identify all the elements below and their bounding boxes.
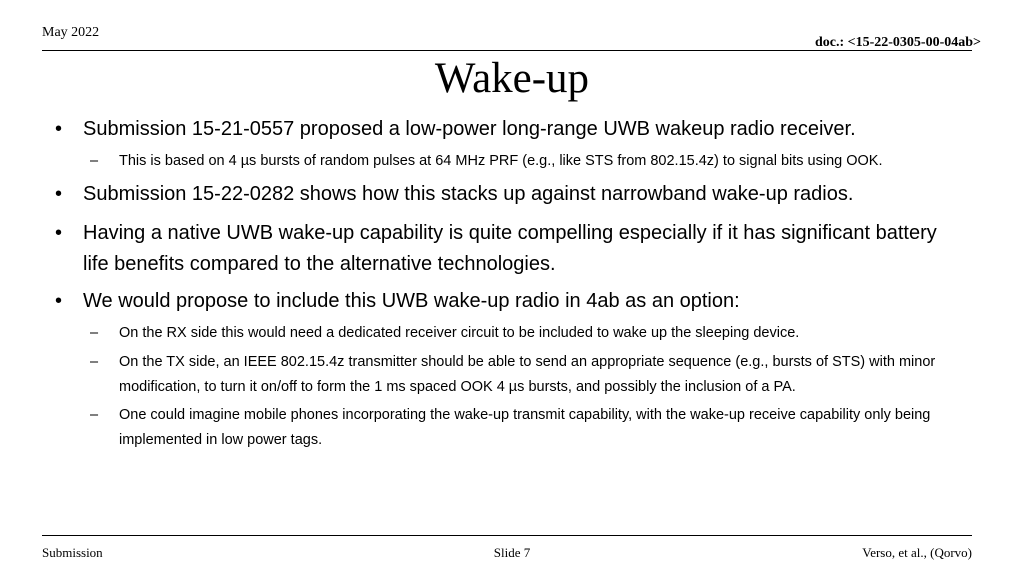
sub-bullet-marker: –: [90, 153, 99, 169]
header-date: May 2022: [42, 25, 100, 40]
sub-bullet-item: [90, 350, 969, 400]
sub-bullet-marker: –: [90, 325, 99, 341]
bullet-text: Submission 15-22-0282 shows how this stacks up against narrowband wake-up radios.: [83, 183, 854, 205]
slide-title: Wake-up: [434, 55, 590, 102]
sub-bullet-marker: –: [90, 354, 99, 370]
bullet-marker: •: [55, 222, 63, 244]
footer-divider: [42, 535, 972, 536]
header-doc-id: doc.: <15-22-0305-00-04ab>: [814, 35, 981, 50]
sub-bullet-item: [90, 403, 969, 453]
footer-authors: Verso, et al., (Qorvo): [862, 545, 972, 560]
bullet-marker: •: [55, 183, 63, 205]
sub-bullet-item: [90, 149, 969, 174]
sub-bullet-text: On the RX side this would need a dedicated receiver circuit to be included to wake up the sleeping device.: [119, 325, 800, 341]
footer-submission: Submission: [42, 545, 103, 560]
bullet-text: Having a native UWB wake-up capability is quite compelling especially if it has significant battery life benefits compared to the alternative technologies.: [83, 222, 937, 275]
sub-bullet-text: On the TX side, an IEEE 802.15.4z transmitter should be able to send an appropriate sequence (e.g., bursts of STS) with minor modification, to turn it on/off to form the 1 ms spaced OOK 4 µs bursts, and possibly the inclusion of a PA.: [119, 354, 936, 395]
bullet-item: [55, 179, 953, 210]
bullet-item: [55, 286, 953, 317]
bullet-marker: •: [55, 290, 63, 312]
header-divider: [42, 50, 972, 51]
sub-bullet-text: One could imagine mobile phones incorporating the wake-up transmit capability, with the wake-up receive capability only being implemented in low power tags.: [119, 407, 931, 448]
bullet-item: [55, 114, 953, 145]
bullet-text: We would propose to include this UWB wake-up radio in 4ab as an option:: [83, 290, 740, 312]
bullet-marker: •: [55, 118, 63, 140]
bullet-item: [55, 218, 953, 280]
sub-bullet-marker: –: [90, 407, 99, 423]
bullet-text: Submission 15-21-0557 proposed a low-power long-range UWB wakeup radio receiver.: [83, 118, 856, 140]
sub-bullet-item: [90, 321, 969, 346]
sub-bullet-text: This is based on 4 µs bursts of random pulses at 64 MHz PRF (e.g., like STS from 802.15.4z) to signal bits using OOK.: [119, 153, 883, 169]
footer-slide-number: Slide 7: [493, 545, 531, 560]
